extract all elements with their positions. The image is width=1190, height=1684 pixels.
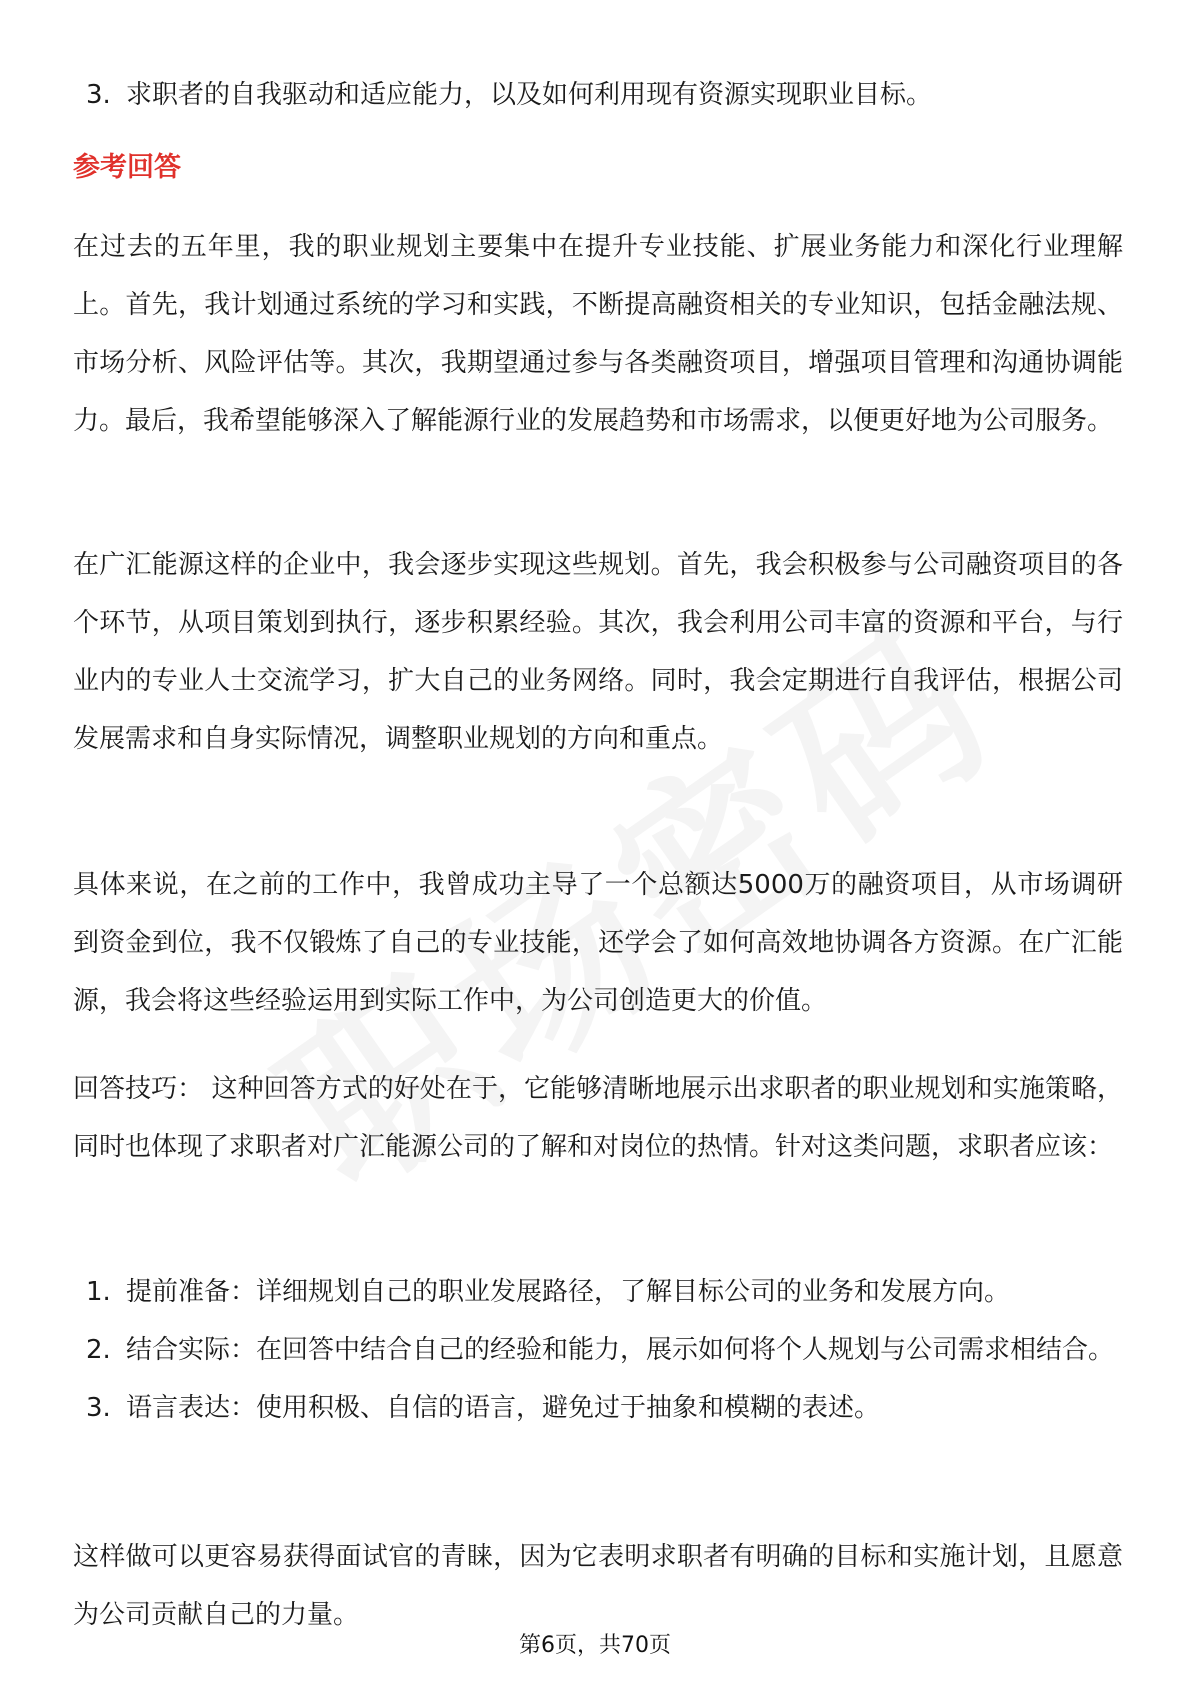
page-footer: 第6页，共70页 [519, 1633, 671, 1658]
list-number: 2. [86, 1335, 111, 1365]
closing-paragraph: 这样做可以更容易获得面试官的青睐，因为它表明求职者有明确的目标和实施计划，且愿意为公司贡献自己的力量。 [73, 1542, 1123, 1630]
answer-paragraph-3: 具体来说，在之前的工作中，我曾成功主导了一个总额达5000万的融资项目，从市场调研到资金到位，我不仅锻炼了自己的专业技能，还学会了如何高效地协调各方资源。在广汇能源，我会将这些经验运用到实际工作中，为公司创造更大的价值。 [73, 870, 1123, 1016]
tips-list [70, 1263, 1120, 1437]
answer-paragraph-2: 在广汇能源这样的企业中，我会逐步实现这些规划。首先，我会积极参与公司融资项目的各个环节，从项目策划到执行，逐步积累经验。其次，我会利用公司丰富的资源和平台，与行业内的专业人士交流学习，扩大自己的业务网络。同时，我会定期进行自我评估，根据公司发展需求和自身实际情况，调整职业规划的方向和重点。 [73, 550, 1123, 754]
list-number: 3. [86, 80, 111, 110]
list-text: 提前准备：详细规划自己的职业发展路径，了解目标公司的业务和发展方向。 [126, 1277, 1011, 1307]
tips-intro-paragraph: 回答技巧： 这种回答方式的好处在于，它能够清晰地展示出求职者的职业规划和实施策略，同时也体现了求职者对广汇能源公司的了解和对岗位的热情。针对这类问题，求职者应该： [73, 1074, 1123, 1162]
list-item [70, 1321, 1120, 1379]
section-heading: 参考回答 [73, 152, 181, 183]
list-text: 结合实际：在回答中结合自己的经验和能力，展示如何将个人规划与公司需求相结合。 [126, 1335, 1115, 1365]
list-number: 1. [86, 1277, 111, 1307]
list-item [70, 1263, 1120, 1321]
question-list [70, 66, 1120, 124]
list-text: 求职者的自我驱动和适应能力，以及如何利用现有资源实现职业目标。 [126, 80, 933, 110]
list-item [70, 1379, 1120, 1437]
list-number: 3. [86, 1393, 111, 1423]
list-text: 语言表达：使用积极、自信的语言，避免过于抽象和模糊的表述。 [126, 1393, 881, 1423]
answer-paragraph-1: 在过去的五年里，我的职业规划主要集中在提升专业技能、扩展业务能力和深化行业理解上。首先，我计划通过系统的学习和实践，不断提高融资相关的专业知识，包括金融法规、市场分析、风险评估等。其次，我期望通过参与各类融资项目，增强项目管理和沟通协调能力。最后，我希望能够深入了解能源行业的发展趋势和市场需求，以便更好地为公司服务。 [73, 232, 1123, 436]
list-item [70, 66, 1120, 124]
